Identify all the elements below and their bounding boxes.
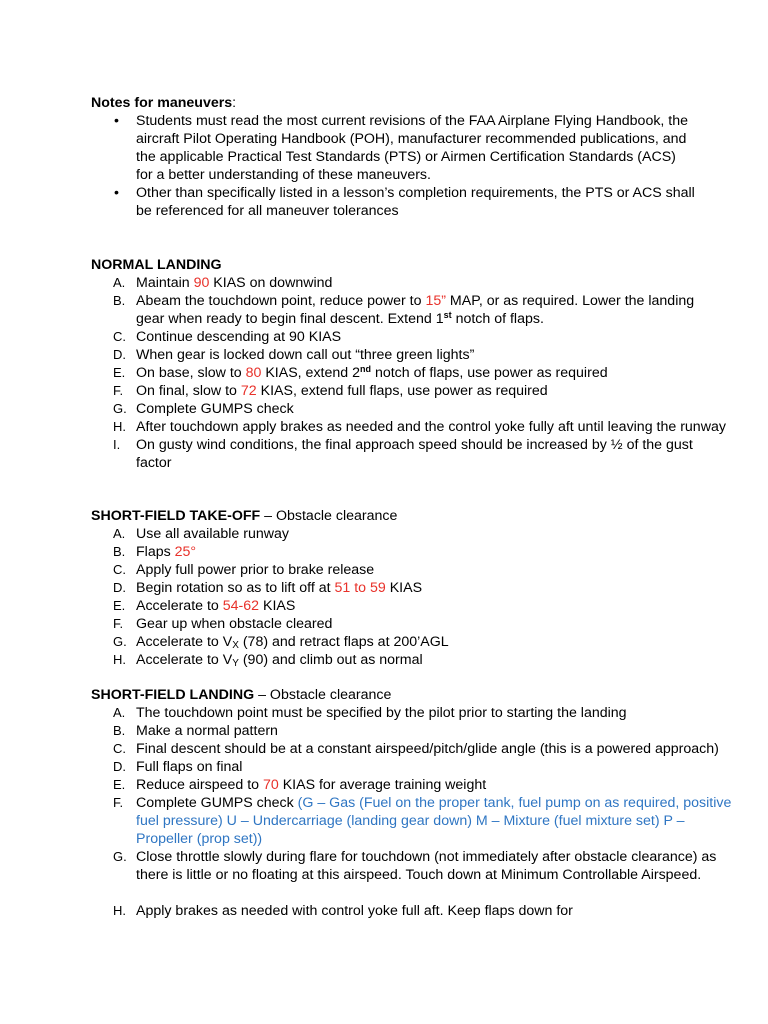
list-item xyxy=(91,346,726,364)
text-run: KIAS, extend 2 xyxy=(261,365,360,381)
short-takeoff-subtitle: – Obstacle clearance xyxy=(260,508,398,524)
text-run: After touchdown apply brakes as needed and the control yoke fully aft until leaving the runway xyxy=(136,419,726,435)
short-landing-list xyxy=(91,704,731,920)
list-item-text xyxy=(136,329,341,345)
list-item-text xyxy=(136,275,332,291)
short-landing-title: SHORT-FIELD LANDING xyxy=(91,687,255,703)
text-run: Reduce airspeed to xyxy=(136,777,263,793)
list-marker: G. xyxy=(113,634,127,649)
list-item-text xyxy=(136,365,608,381)
list-item xyxy=(91,902,736,920)
list-item-text xyxy=(136,437,693,471)
short-takeoff-title: SHORT-FIELD TAKE-OFF xyxy=(91,508,261,524)
list-marker: G. xyxy=(113,401,127,416)
text-run: nd xyxy=(360,364,371,374)
list-item xyxy=(91,758,736,776)
text-run: The touchdown point must be specified by the pilot prior to starting the landing xyxy=(136,705,627,721)
list-marker: D. xyxy=(113,580,126,595)
text-run: KIAS xyxy=(259,598,296,614)
blue-text: (G – Gas (Fuel on the proper tank, fuel pump on as required, positive fuel pressure) U – Undercarriage (landing gear down) M – Mixture (fuel mixture set) P – Propeller (prop set)) xyxy=(136,795,732,847)
list-marker: F. xyxy=(113,795,124,810)
notes-colon: : xyxy=(232,95,237,111)
text-run: MAP, or as required. Lower the landing gear when ready to begin final descent. Extend 1 xyxy=(136,293,695,327)
list-item-text xyxy=(136,705,627,721)
text-run: X xyxy=(232,640,239,651)
red-text: 70 xyxy=(262,777,279,793)
red-text: 51 to 59 xyxy=(334,580,386,596)
text-run: Apply full power prior to brake release xyxy=(136,562,375,578)
list-marker: D. xyxy=(113,347,126,362)
list-item xyxy=(91,274,726,292)
list-item xyxy=(91,597,726,615)
list-item-text xyxy=(136,526,289,542)
list-item xyxy=(91,436,726,472)
list-item-text xyxy=(136,562,374,578)
list-item xyxy=(91,776,736,794)
text-run: Final descent should be at a constant airspeed/pitch/glide angle (this is a powered approach) xyxy=(136,741,719,757)
list-item xyxy=(91,328,726,346)
red-text: 90 xyxy=(193,275,210,291)
list-marker: B. xyxy=(113,723,126,738)
text-run: Begin rotation so as to lift off at xyxy=(136,580,335,596)
list-item-text xyxy=(136,293,694,327)
list-marker: H. xyxy=(113,652,126,667)
list-marker: F. xyxy=(113,383,124,398)
list-item-text xyxy=(136,795,731,847)
short-takeoff-list xyxy=(91,525,731,669)
list-item xyxy=(91,525,726,543)
list-item xyxy=(91,364,726,382)
text-run: Accelerate to V xyxy=(136,652,233,668)
text-run: st xyxy=(443,310,452,320)
list-item xyxy=(91,704,736,722)
short-takeoff-heading xyxy=(91,507,397,525)
text-run: KIAS on downwind xyxy=(209,275,333,291)
list-marker: E. xyxy=(113,365,126,380)
text-run: Complete GUMPS check xyxy=(136,795,298,811)
list-marker: A. xyxy=(113,526,126,541)
list-marker: C. xyxy=(113,329,126,344)
text-run: Make a normal pattern xyxy=(136,723,278,739)
list-item xyxy=(91,184,696,220)
bullet-icon: • xyxy=(114,185,119,201)
list-marker: F. xyxy=(113,616,124,631)
list-item-text xyxy=(136,634,449,650)
list-item-text xyxy=(136,777,486,793)
list-item-text xyxy=(136,652,423,668)
list-marker: E. xyxy=(113,777,126,792)
list-item-text xyxy=(136,401,294,417)
list-item xyxy=(91,400,726,418)
note-text: Students must read the most current revisions of the FAA Airplane Flying Handbook, the aircraft Pilot Operating Handbook (POH), manufacturer recommended publications, and the applicable Practical Test Standards (PTS) or Airmen Certification Standards (ACS) for a better understanding of these maneuvers. xyxy=(136,113,689,183)
list-marker: A. xyxy=(113,705,126,720)
list-marker: B. xyxy=(113,293,126,308)
list-item-text xyxy=(136,580,422,596)
red-text: 25° xyxy=(174,544,197,560)
list-item xyxy=(91,112,696,184)
list-marker: D. xyxy=(113,759,126,774)
red-text: 72 xyxy=(240,383,257,399)
text-run: Continue descending at 90 KIAS xyxy=(136,329,342,345)
bullet-icon: • xyxy=(114,113,119,129)
list-marker: H. xyxy=(113,419,126,434)
list-item-text xyxy=(136,383,548,399)
text-run: Accelerate to xyxy=(136,598,223,614)
list-item xyxy=(91,848,736,884)
red-text: 80 xyxy=(245,365,262,381)
text-run: Accelerate to V xyxy=(136,634,233,650)
list-item-text xyxy=(136,544,196,560)
list-item xyxy=(91,633,726,651)
text-run: Complete GUMPS check xyxy=(136,401,294,417)
list-marker: C. xyxy=(113,562,126,577)
text-run: KIAS xyxy=(385,580,423,596)
text-run: Abeam the touchdown point, reduce power to xyxy=(136,293,426,309)
text-run: (90) and climb out as normal xyxy=(238,652,423,668)
list-item xyxy=(91,615,726,633)
list-item-text xyxy=(136,598,295,614)
text-run: notch of flaps. xyxy=(451,311,544,327)
text-run: Full flaps on final xyxy=(136,759,243,775)
list-marker: E. xyxy=(113,598,126,613)
text-run: Flaps xyxy=(136,544,175,560)
notes-title: Notes for maneuvers xyxy=(91,95,233,111)
short-landing-subtitle: – Obstacle clearance xyxy=(254,687,392,703)
list-marker: C. xyxy=(113,741,126,756)
text-run: (78) and retract flaps at 200’AGL xyxy=(238,634,449,650)
red-text: 15” xyxy=(425,293,446,309)
text-run: Use all available runway xyxy=(136,526,289,542)
list-item xyxy=(91,543,726,561)
normal-landing-title: NORMAL LANDING xyxy=(91,257,222,273)
list-item xyxy=(91,561,726,579)
list-item-text xyxy=(136,723,278,739)
text-run: Apply brakes as needed with control yoke full aft. Keep flaps down for xyxy=(136,903,573,919)
list-item xyxy=(91,292,726,328)
text-run: On final, slow to xyxy=(136,383,241,399)
text-run: On gusty wind conditions, the final approach speed should be increased by ½ of the gust factor xyxy=(136,437,693,471)
list-item-text xyxy=(136,347,474,363)
note-text: Other than specifically listed in a lesson’s completion requirements, the PTS or ACS shall be referenced for all maneuver tolerances xyxy=(136,185,695,219)
text-run: Close throttle slowly during flare for touchdown (not immediately after obstacle clearance) as there is little or no floating at this airspeed. Touch down at Minimum Controllable Airspeed. xyxy=(136,849,717,883)
list-item-text xyxy=(136,741,719,757)
list-item-text xyxy=(136,903,573,919)
red-text: 54-62 xyxy=(222,598,260,614)
notes-list xyxy=(91,112,731,220)
list-item xyxy=(91,794,736,848)
text-run: Y xyxy=(232,658,239,669)
list-marker: G. xyxy=(113,849,127,864)
list-marker: A. xyxy=(113,275,126,290)
text-run: KIAS, extend full flaps, use power as required xyxy=(256,383,548,399)
list-item xyxy=(91,579,726,597)
list-item xyxy=(91,651,726,669)
notes-heading xyxy=(91,94,236,112)
text-run: Gear up when obstacle cleared xyxy=(136,616,333,632)
list-item xyxy=(91,418,726,436)
list-item xyxy=(91,722,736,740)
short-landing-heading xyxy=(91,686,391,704)
text-run: Maintain xyxy=(136,275,194,291)
text-run: On base, slow to xyxy=(136,365,246,381)
list-item-text xyxy=(136,419,726,435)
list-item-text xyxy=(136,849,716,883)
text-run: notch of flaps, use power as required xyxy=(371,365,608,381)
list-item-text xyxy=(136,616,332,632)
list-marker: H. xyxy=(113,903,126,918)
list-item xyxy=(91,740,736,758)
normal-landing-list xyxy=(91,274,731,472)
text-run: KIAS for average training weight xyxy=(278,777,487,793)
text-run: When gear is locked down call out “three green lights” xyxy=(136,347,475,363)
list-marker: I. xyxy=(113,437,121,452)
list-marker: B. xyxy=(113,544,126,559)
normal-landing-heading xyxy=(91,256,222,274)
list-item xyxy=(91,382,726,400)
list-item-text xyxy=(136,759,242,775)
